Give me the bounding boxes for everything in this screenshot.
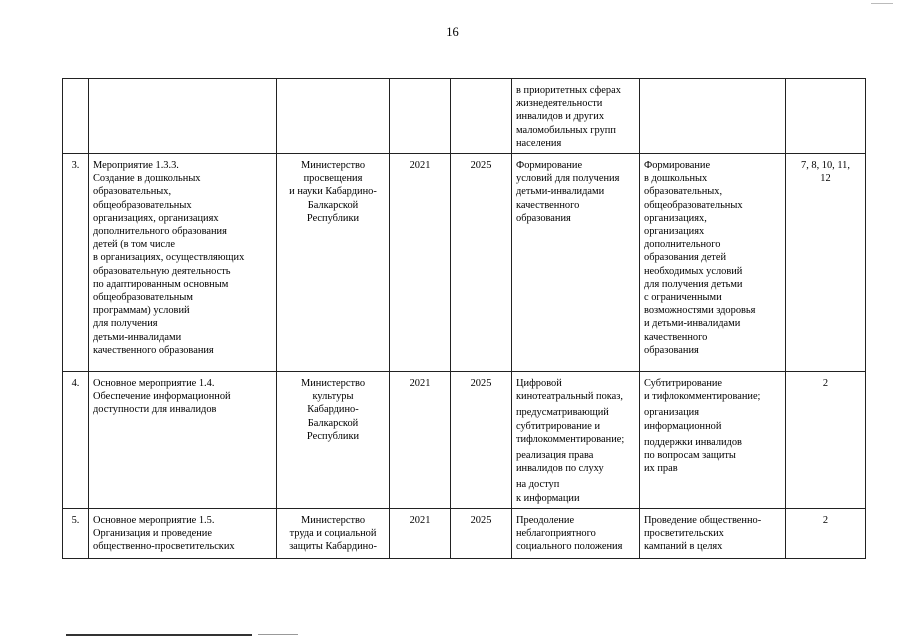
cell-text-line: общеобразовательных <box>644 199 743 211</box>
cell-text-line: качественного образования <box>93 344 214 356</box>
expected-result-cell <box>512 154 640 372</box>
cell-text-line: культуры <box>312 391 354 403</box>
cell-text-line: и детьми-инвалидами <box>644 318 741 330</box>
cell-text-line: Создание в дошкольных <box>93 173 201 185</box>
cell-text-line: Балкарской <box>307 417 359 429</box>
indicator-numbers <box>786 79 866 154</box>
executor-cell <box>277 372 390 509</box>
cell-text-line: программам) условий <box>93 305 190 317</box>
cell-text-line: дополнительного <box>644 239 721 251</box>
cell-text-line: Республики <box>306 430 360 442</box>
cell-text-line: дополнительного образования <box>93 226 227 238</box>
cell-text-line: просвещения <box>303 173 363 185</box>
cell-text-line: Субтитрирование <box>644 378 723 390</box>
cell-text-line: жизнедеятельности <box>516 98 603 110</box>
cell-text-line: образовательных, <box>644 186 723 198</box>
start-year <box>390 79 451 154</box>
cell-text-line: общеобразовательных <box>93 199 192 211</box>
end-year: 2025 <box>451 154 512 372</box>
cell-text-line: Формирование <box>516 160 583 172</box>
cell-text-line: маломобильных групп <box>516 124 616 136</box>
cell-text-line: организациях <box>644 226 705 238</box>
cell-text-line: организация <box>644 407 700 419</box>
cell-text-line: доступности для инвалидов <box>93 404 217 416</box>
cell-text-line: для получения <box>93 318 158 330</box>
scan-footer-line <box>66 634 252 636</box>
cell-text-line: субтитрирование и <box>516 420 601 432</box>
cell-text-line: Министерство <box>300 378 366 390</box>
indicator-numbers: 7, 8, 10, 11, 12 <box>786 154 866 372</box>
cell-text-line: Республики <box>306 212 360 224</box>
indicator-link-cell <box>640 79 786 154</box>
measure-cell <box>89 372 277 509</box>
cell-text-line: организациях, <box>644 212 707 224</box>
cell-text-line: реализация права <box>516 450 594 462</box>
cell-text-line: Формирование <box>644 160 711 172</box>
cell-text-line: образовательных, <box>93 186 172 198</box>
cell-text-line: труда и социальной <box>289 528 377 540</box>
expected-result-cell <box>512 372 640 509</box>
cell-text-line: неблагоприятного <box>516 528 596 540</box>
cell-text-line: кинотеатральный показ, <box>516 391 624 403</box>
scan-footer-line <box>258 634 298 635</box>
page-number: 16 <box>446 25 459 39</box>
cell-text-line: Цифровой <box>516 378 562 390</box>
cell-text-line: Основное мероприятие 1.5. <box>93 515 215 527</box>
cell-text-line: в дошкольных <box>644 173 708 185</box>
cell-text-line: предусматривающий <box>516 407 609 419</box>
cell-text-line: возможностями здоровья <box>644 305 756 317</box>
cell-text-line: в организациях, осуществляющих <box>93 252 245 264</box>
cell-text-line: качественного <box>644 331 708 343</box>
cell-text-line: инвалидов и других <box>516 111 605 123</box>
cell-text-line: защиты Кабардино- <box>289 541 377 553</box>
row-number: 5. <box>63 509 89 559</box>
cell-text-line: кампаний в целях <box>644 541 723 553</box>
row-number: 4. <box>63 372 89 509</box>
cell-text-line: социального положения <box>516 541 623 553</box>
cell-text-line: необходимых условий <box>644 265 743 277</box>
table-row <box>63 79 866 154</box>
cell-text-line: населения <box>516 137 562 149</box>
indicator-numbers: 2 <box>786 372 866 509</box>
cell-text-line: условий для получения <box>516 173 620 185</box>
end-year: 2025 <box>451 509 512 559</box>
cell-text-line: качественного <box>516 199 580 211</box>
cell-text-line: их прав <box>644 463 678 475</box>
executor-cell <box>277 154 390 372</box>
cell-text-line: по вопросам защиты <box>644 450 736 462</box>
cell-text-line: для получения детьми <box>644 278 743 290</box>
cell-text-line: Преодоление <box>516 515 575 527</box>
executor-cell <box>277 509 390 559</box>
cell-text-line: Обеспечение информационной <box>93 391 231 403</box>
table-row <box>63 154 866 372</box>
cell-text-line: по адаптированным основным <box>93 278 229 290</box>
end-year: 2025 <box>451 372 512 509</box>
cell-text-line: тифлокомментирование; <box>516 433 625 445</box>
cell-text-line: Мероприятие 1.3.3. <box>93 160 179 172</box>
row-number <box>63 79 89 154</box>
scan-edge-mark <box>871 3 893 4</box>
cell-text-line: информационной <box>644 420 722 432</box>
start-year: 2021 <box>390 509 451 559</box>
cell-text-line: и тифлокомментирование; <box>644 391 761 403</box>
cell-text-line: с ограниченными <box>644 292 722 304</box>
measure-cell <box>89 79 277 154</box>
indicator-link-cell <box>640 154 786 372</box>
cell-text-line: Министерство <box>300 515 366 527</box>
cell-text-line: просветительских <box>644 528 724 540</box>
cell-text-line: на доступ <box>516 479 560 491</box>
cell-text-line: Балкарской <box>307 199 359 211</box>
cell-text-line: поддержки инвалидов <box>644 436 742 448</box>
cell-text-line: детьми-инвалидами <box>93 331 182 343</box>
indicator-link-cell <box>640 509 786 559</box>
cell-text-line: в приоритетных сферах <box>516 85 621 96</box>
cell-text-line: Основное мероприятие 1.4. <box>93 378 215 390</box>
cell-text-line: Кабардино- <box>307 404 359 416</box>
table-row <box>63 372 866 509</box>
cell-text-line: образования <box>516 212 571 224</box>
end-year <box>451 79 512 154</box>
cell-text-line: и науки Кабардино- <box>289 186 377 198</box>
cell-text-line: детьми-инвалидами <box>516 186 605 198</box>
start-year: 2021 <box>390 154 451 372</box>
cell-text-line: инвалидов по слуху <box>516 463 604 475</box>
table-row <box>63 509 866 559</box>
measure-cell <box>89 154 277 372</box>
cell-text-line: Организация и проведение <box>93 528 212 540</box>
cell-text-line: образовательную деятельность <box>93 265 231 277</box>
executor-cell <box>277 79 390 154</box>
indicator-link-cell <box>640 372 786 509</box>
cell-text-line: к информации <box>516 492 580 504</box>
cell-text-line: общеобразовательным <box>93 292 193 304</box>
cell-text-line: Министерство <box>300 160 366 172</box>
indicator-numbers: 2 <box>786 509 866 559</box>
cell-text-line: образования детей <box>644 252 727 264</box>
cell-text-line: общественно-просветительских <box>93 541 235 553</box>
cell-text-line: организациях, организациях <box>93 212 219 224</box>
cell-text-line: Проведение общественно- <box>644 515 762 527</box>
row-number: 3. <box>63 154 89 372</box>
program-measures-table <box>62 78 866 559</box>
expected-result-cell <box>512 509 640 559</box>
start-year: 2021 <box>390 372 451 509</box>
measure-cell <box>89 509 277 559</box>
expected-result-cell <box>512 79 640 154</box>
cell-text-line: образования <box>644 344 699 356</box>
cell-text-line: детей (в том числе <box>93 239 175 251</box>
